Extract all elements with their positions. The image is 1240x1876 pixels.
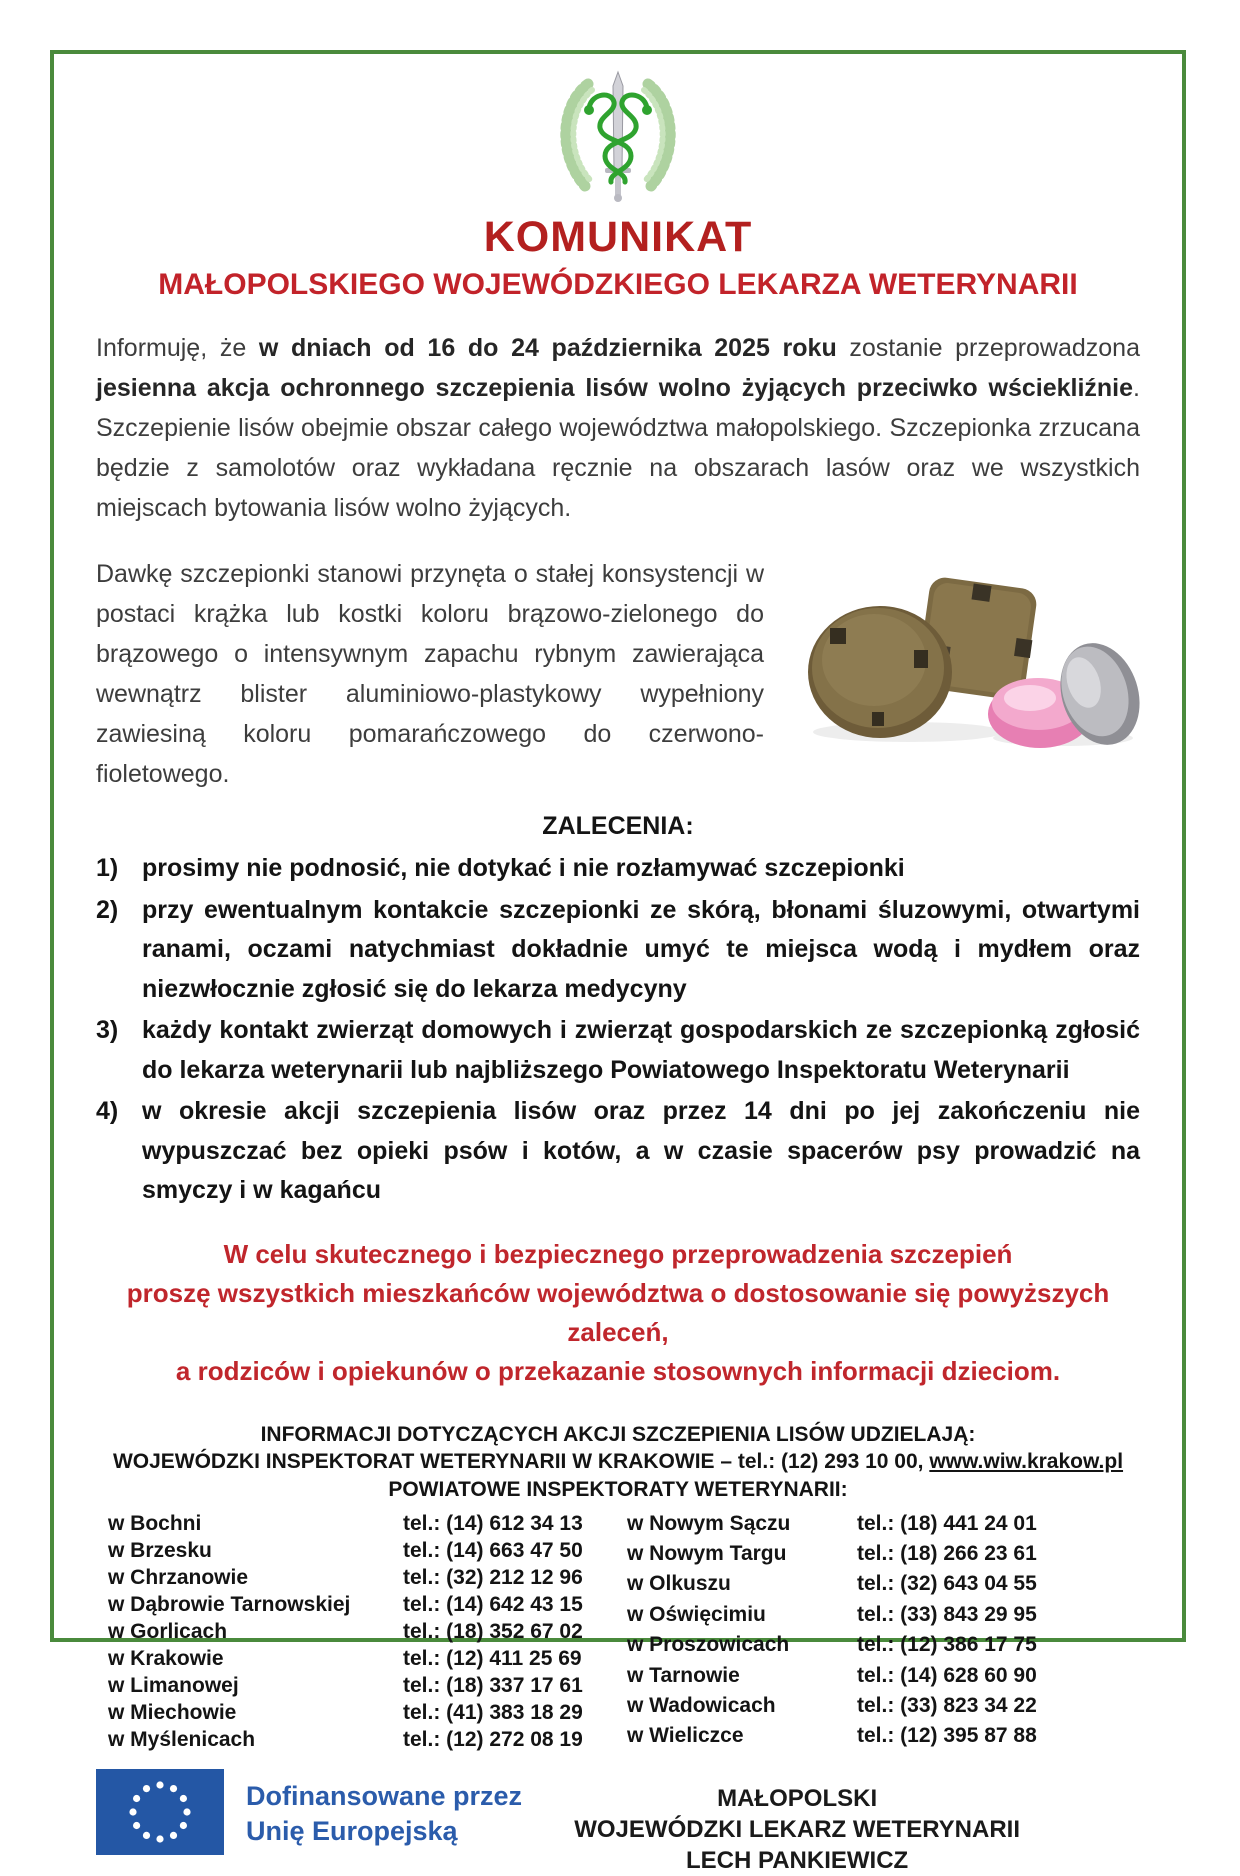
appeal-line-2: proszę wszystkich mieszkańców województwa o dostosowanie się powyższych zaleceń, [126,1277,1110,1347]
eu-funding-text [246,1779,522,1849]
bait-paragraph: Dawkę szczepionki stanowi przynęta o stałej konsystencji w postaci krążka lub kostki koloru brązowo-zielonego do brązowego o intensywnym zapachu rybnym zawierająca wewnątrz blister aluminiowo-plastykowy wypełniony zawiesiną koloru pomarańczowego do czerwono-fioletowego. [96,560,764,788]
contact-place: w Wadowicach [627,1693,776,1717]
intro-text-2: zostanie przeprowadzona [836,334,1140,362]
info-section [96,1421,1140,1504]
contact-place: w Myślenicach [108,1727,256,1751]
contact-place: w Krakowie [108,1646,224,1670]
list-item [96,891,1140,1010]
contact-phone: tel.: (41) 383 18 29 [403,1700,583,1724]
eu-funding-block [96,1769,522,1860]
contact-place: w Wieliczce [627,1724,744,1748]
list-item-number: 4) [96,1097,119,1125]
intro-text-1: Informuję, że [96,334,259,362]
document-frame [50,50,1186,1875]
page-subtitle: MAŁOPOLSKIEGO WOJEWÓDZKIEGO LEKARZA WETERYNARII [158,268,1078,301]
list-item-number: 2) [96,895,119,924]
contact-phone: tel.: (12) 272 08 19 [403,1727,583,1751]
contact-phone: tel.: (14) 612 34 13 [403,1511,583,1535]
contact-phone: tel.: (12) 411 25 69 [403,1646,582,1670]
footer [96,1769,1140,1876]
voivodeship-inspectorate-line [96,1448,1140,1476]
contacts-left-column [108,1510,609,1753]
contact-place: w Nowym Sączu [627,1511,791,1535]
appeal-line-1: W celu skutecznego i bezpiecznego przeprowadzenia szczepień [223,1238,1013,1269]
vaccine-bait-photo [788,554,1140,752]
contact-place: w Nowym Targu [627,1542,787,1566]
contacts-table [96,1508,1140,1753]
county-inspectorates-heading: POWIATOWE INSPEKTORATY WETERYNARII: [388,1477,848,1501]
contact-phone: tel.: (33) 823 34 22 [857,1693,1037,1717]
intro-paragraph [96,328,1140,528]
eu-flag-icon [96,1769,224,1860]
info-heading: INFORMACJI DOTYCZĄCYCH AKCJI SZCZEPIENIA LISÓW UDZIELAJĄ: [260,1422,976,1446]
intro-text-3: . Szczepienie lisów obejmie obszar całego województwa małopolskiego. Szczepionka zrzucana będzie z samolotów oraz wykładana ręcznie na obszarach lasów oraz we wszystkich miejscach bytowania lisów wolno żyjących. [96,374,1140,522]
eu-funding-line-2: Unię Europejską [246,1816,458,1847]
contact-place: w Tarnowie [627,1663,740,1687]
recommendations-list [96,849,1140,1211]
list-item-number: 1) [96,854,119,882]
list-item [96,1092,1140,1211]
contact-place: w Bochni [108,1511,202,1535]
contact-phone: tel.: (14) 628 60 90 [857,1663,1037,1687]
contact-phone: tel.: (12) 395 87 88 [857,1724,1037,1748]
contact-phone: tel.: (32) 643 04 55 [857,1572,1037,1596]
logo-container [96,70,1140,209]
contact-phone: tel.: (32) 212 12 96 [403,1565,583,1589]
list-item-text: przy ewentualnym kontakcie szczepionki ze skórą, błonami śluzowymi, otwartymi ranami, oczami natychmiast dokładnie umyć te miejsca wodą i mydłem oraz niezwłocznie zgłosić się do lekarza medycyny [142,895,1140,1003]
contact-place: w Olkuszu [627,1572,731,1596]
appeal-text [96,1235,1140,1391]
contact-place: w Limanowej [108,1673,239,1697]
list-item [96,849,1140,889]
contact-phone: tel.: (18) 266 23 61 [857,1542,1037,1566]
voivodeship-inspectorate-text: WOJEWÓDZKI INSPEKTORAT WETERYNARII W KRAKOWIE – tel.: (12) 293 10 00, [112,1450,930,1474]
intro-bold-action: jesienna akcja ochronnego szczepienia lisów wolno żyjących przeciwko wściekliźnie [96,374,1134,402]
contact-place: w Proszowicach [627,1633,790,1657]
list-item-text: prosimy nie podnosić, nie dotykać i nie rozłamywać szczepionki [142,854,905,882]
signature-block [574,1783,1020,1876]
wiw-krakow-link[interactable]: www.wiw.krakow.pl [929,1450,1124,1474]
contact-place: w Gorlicach [108,1619,228,1643]
signature-title-line-1: MAŁOPOLSKI [717,1784,878,1812]
contacts-right-column [627,1510,1128,1753]
list-item-text: w okresie akcji szczepienia lisów oraz przez 14 dni po jej zakończeniu nie wypuszczać bez opieki psów i kotów, a w czasie spacerów psy prowadzić na smyczy i w kagańcu [142,1097,1140,1204]
contact-place: w Chrzanowie [108,1565,249,1589]
appeal-line-3: a rodziców i opiekunów o przekazanie stosownych informacji dzieciom. [175,1355,1061,1386]
list-item-text: każdy kontakt zwierząt domowych i zwierząt gospodarskich ze szczepionką zgłosić do lekarza weterynarii lub najbliższego Powiatowego Inspektoratu Weterynarii [142,1016,1140,1084]
signature-title-line-2: WOJEWÓDZKI LEKARZ WETERYNARII [574,1815,1020,1843]
recommendations-heading: ZALECENIA: [542,812,694,840]
contact-phone: tel.: (33) 843 29 95 [857,1602,1037,1626]
contact-place: w Miechowie [108,1700,237,1724]
contact-place: w Oświęcimiu [627,1602,766,1626]
list-item-number: 3) [96,1016,119,1044]
veterinary-caduceus-logo-icon [543,191,693,208]
contact-phone: tel.: (14) 663 47 50 [403,1538,583,1562]
contact-phone: tel.: (18) 352 67 02 [403,1619,583,1643]
signature-name: LECH PANKIEWICZ [686,1847,909,1875]
page-title: KOMUNIKAT [483,213,753,261]
contact-phone: tel.: (14) 642 43 15 [403,1592,583,1616]
list-item [96,1011,1140,1090]
contact-phone: tel.: (18) 441 24 01 [857,1511,1037,1535]
eu-funding-line-1: Dofinansowane przez [246,1781,523,1812]
contact-phone: tel.: (18) 337 17 61 [403,1673,583,1697]
contact-place: w Brzesku [108,1538,212,1562]
contact-place: w Dąbrowie Tarnowskiej [108,1592,351,1616]
intro-bold-dates: w dniach od 16 do 24 października 2025 roku [258,334,837,362]
bait-section [96,554,1140,794]
contact-phone: tel.: (12) 386 17 75 [857,1633,1037,1657]
